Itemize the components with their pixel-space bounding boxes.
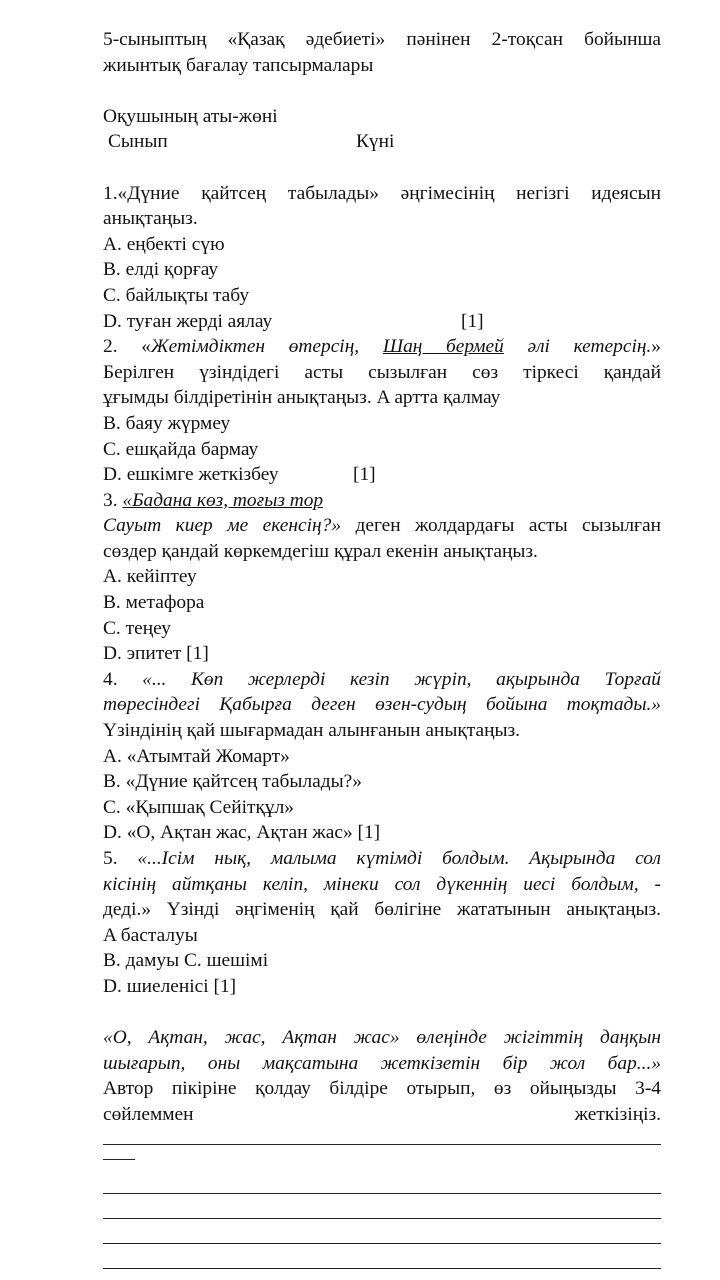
q4-option-a: A. «Атымтай Жомарт»: [103, 745, 290, 767]
q1-option-d: D. туған жерді аялау: [103, 310, 273, 332]
q2-option-c: C. ешқайда бармау: [103, 438, 259, 460]
q6-text-right: жеткізіңіз.: [574, 1103, 661, 1125]
q3-number: 3.: [103, 489, 118, 511]
q2-quote-pre: Жетімдіктен өтерсің,: [150, 336, 360, 358]
spacer: [103, 155, 661, 181]
q5-text-rest: Үзінді әңгіменің қай бөлігіне жататынын анықтаңыз.: [166, 899, 661, 921]
q2-option-b: B. баяу жүрмеу: [103, 412, 231, 434]
assessment-document: [103, 27, 661, 1269]
spacer: [103, 78, 661, 104]
q5-option-a: A басталуы: [103, 924, 198, 946]
q6-quote-line-1: «О, Ақтан, жас, Ақтан жас» өлеңінде жігіттің даңқын: [103, 1027, 661, 1049]
q1-option-b: B. елді қорғау: [103, 259, 219, 281]
q6-text-left: сөйлеммен: [103, 1103, 194, 1125]
spacer: [103, 1000, 661, 1026]
day-label: Күні: [356, 131, 395, 153]
q5-option-b-c: B. дамуы C. шешімі: [103, 950, 269, 972]
class-label: Сынып: [108, 131, 168, 153]
q2-text-line-3: ұғымды білдіретінін анықтаңыз. A артта қалмау: [103, 387, 501, 409]
q2-option-d-row: [103, 462, 661, 488]
q1-option-c: C. байлықты табу: [103, 284, 250, 306]
q3-text-rest: деген жолдардағы асты сызылған: [355, 515, 661, 537]
q6-text-line-3: Автор пікіріне қолдау білдіре отырып, өз ойыңызды 3-4: [103, 1078, 661, 1100]
document-title-line-1: 5-сыныптың «Қазақ әдебиеті» пәнінен 2-тоқсан бойынша: [103, 29, 661, 50]
q5-quote-end: деді.»: [103, 899, 152, 921]
q5-option-d: D. шиеленісі [1]: [103, 975, 237, 997]
answer-line-1[interactable]: [103, 1128, 661, 1145]
q4-text-line-3: Үзіндінің қай шығармадан алынғанын анықтаңыз.: [103, 720, 520, 742]
q3-text-line-3: сөздер қандай көркемдегіш құрал екенін анықтаңыз.: [103, 540, 538, 562]
q3-quote-underlined: «Бадана көз, тоғыз тор: [122, 489, 324, 511]
q5-quote-1: «...Ісім нық, малыма күтімді болдым. Ақырында сол: [137, 848, 661, 869]
q4-number: 4.: [103, 668, 118, 690]
q3-text-line-2: [103, 513, 661, 539]
q2-quote-line: [103, 334, 661, 360]
q3-quote-line-1: [103, 488, 661, 514]
q2-option-d: D. ешкімге жеткізбеу: [103, 464, 279, 486]
q5-quote-line-2: кісінің айтқаны келіп, мінеки сол дүкеннің иесі болдым, -: [103, 873, 661, 895]
q1-text-line-1: 1.«Дүние қайтсең табылады» әңгімесінің негізгі идеясын: [103, 182, 661, 204]
q3-option-c: C. теңеу: [103, 617, 171, 639]
answer-line-4[interactable]: [103, 1219, 661, 1244]
q3-option-a: A. кейіптеу: [103, 566, 197, 588]
q1-option-d-row: [103, 309, 661, 335]
q3-option-d: D. эпитет [1]: [103, 643, 209, 665]
q3-quote-line-2: Сауыт киер ме екенсің?»: [103, 515, 342, 537]
q4-option-d: D. «О, Ақтан жас, Ақтан жас» [1]: [103, 822, 381, 844]
class-day-row: [103, 129, 661, 155]
q4-quote-line-1: [103, 667, 661, 693]
q2-quote-open: «: [141, 336, 151, 358]
q2-quote-close: »: [651, 336, 661, 358]
answer-line-3[interactable]: [103, 1194, 661, 1219]
q2-score: [1]: [353, 464, 376, 486]
q2-number: 2.: [103, 336, 118, 358]
q6-quote-line-2: шығарып, оны мақсатына жеткізетін бір жол бар...»: [103, 1052, 661, 1074]
q4-quote-line-2: төресіндегі Қабырға деген өзен-судың бойына тоқтады.»: [103, 694, 661, 716]
q4-quote-1: «... Көп жерлерді кезіп жүріп, ақырында Торғай: [142, 668, 661, 690]
q5-number: 5.: [103, 848, 118, 869]
q1-option-a: A. еңбекті сүю: [103, 233, 225, 255]
q6-text-line-4: [103, 1102, 661, 1128]
q5-text-line-3: [103, 897, 661, 923]
q1-score: [1]: [461, 310, 484, 332]
q2-quote-post: әлі кетерсің.: [527, 336, 652, 358]
document-title-line-2: жиынтық бағалау тапсырмалары: [103, 54, 374, 76]
q1-text-line-2: анықтаңыз.: [103, 208, 198, 230]
q3-option-b: B. метафора: [103, 592, 205, 614]
q2-text-line-2: Берілген үзіндідегі асты сызылған сөз тіркесі қандай: [103, 361, 661, 383]
q4-option-b: B. «Дүние қайтсең табылады?»: [103, 771, 362, 793]
q2-underlined-phrase: Шаң бермей: [382, 336, 504, 358]
answer-line-5[interactable]: [103, 1244, 661, 1269]
student-name-label: Оқушының аты-жөні: [103, 105, 278, 127]
answer-line-short[interactable]: [103, 1145, 135, 1160]
answer-line-2[interactable]: [103, 1169, 661, 1194]
q4-option-c: C. «Қыпшақ Сейітқұл»: [103, 796, 294, 818]
q5-quote-line-1: [103, 846, 661, 872]
